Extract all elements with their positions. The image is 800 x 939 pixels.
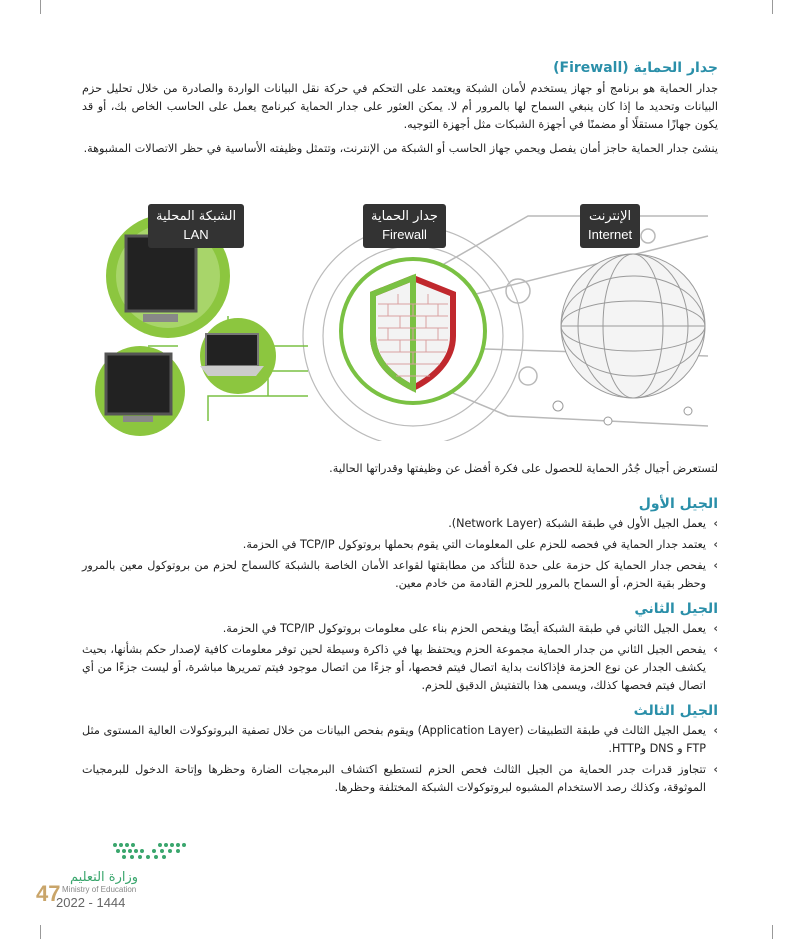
- year: 2022 - 1444: [56, 895, 126, 910]
- gen1-title: الجيل الأول: [638, 496, 718, 512]
- internet-label-ar: الإنترنت: [588, 209, 632, 224]
- gen3-list: [82, 722, 718, 797]
- firewall-label-ar: جدار الحماية: [371, 209, 438, 224]
- generations-intro: لتستعرض أجيال جُدُر الحماية للحصول على فكرة أفضل عن وظيفتها وقدراتها الحالية.: [329, 462, 718, 475]
- ministry-name-ar: وزارة التعليم: [70, 870, 139, 885]
- list-item: › يعتمد جدار الحماية في فحصه للحزم على المعلومات التي يقوم بحملها بروتوكول TCP/IP في الحزمة.: [82, 536, 718, 554]
- gen2-list: [82, 620, 718, 695]
- list-item: › يعمل الجيل الثاني في طبقة الشبكة أيضًا ويفحص الحزم بناء على معلومات بروتوكول TCP/IP في الحزمة.: [82, 620, 718, 638]
- firewall-shield: [341, 259, 485, 403]
- list-item: › يعمل الجيل الثالث في طبقة التطبيقات (Application Layer) ويقوم بفحص البيانات من خلال تصفية البروتوكولات العالية المستوى مثل FTP و DNS وHTTP.: [82, 722, 718, 758]
- list-item: › يعمل الجيل الأول في طبقة الشبكة (Network Layer).: [82, 515, 718, 533]
- gen1-list: [82, 515, 718, 593]
- generations-section: [82, 460, 718, 800]
- firewall-label-en: Firewall: [382, 227, 427, 242]
- crop-mark: [40, 925, 41, 939]
- lan-label-en: LAN: [183, 227, 209, 242]
- page-title: جدار الحماية (Firewall): [553, 60, 718, 76]
- page-number: 47: [36, 881, 61, 906]
- list-item: › يفحص جدار الحماية كل حزمة على حدة للتأكد من مطابقتها لقواعد الأمان الخاصة بالشبكة كالسماح لحزم من بروتوكول معين بالمرور وحظر بقية الحزم، أو السماح بالمرور للحزم القادمة من خادم معين.: [82, 557, 718, 593]
- lan-label-ar: الشبكة المحلية: [156, 209, 237, 224]
- internet-globe: [553, 254, 705, 425]
- intro-paragraph-2: ينشئ جدار الحماية حاجز أمان يفصل ويحمي جهاز الحاسب أو الشبكة من الإنترنت، وتتمثل وظيفته الأساسية في حظر الاتصالات المشبوهة.: [83, 142, 718, 155]
- internet-label: [580, 204, 640, 248]
- crop-mark: [772, 0, 773, 14]
- gen2-title: الجيل الثاني: [634, 601, 718, 617]
- footer: [36, 870, 139, 911]
- list-item: › تتجاوز قدرات جدر الحماية من الجيل الثالث فحص الحزم لتستطيع اكتشاف البرمجيات الضارة وحظرها وإتاحة الدخول للبرمجيات الموثوقة، وكذلك رصد الاستخدام المشبوه لبروتوكولات الشبكة المختلفة وحظرها.: [82, 761, 718, 797]
- crop-mark: [40, 0, 41, 14]
- firewall-label: [363, 204, 446, 248]
- lan-label: [148, 204, 244, 248]
- gen3-title: الجيل الثالث: [633, 703, 718, 719]
- firewall-diagram: [88, 196, 718, 441]
- list-item: › يفحص الجيل الثاني من جدار الحماية مجموعة الحزم ويحتفظ بها في ذاكرة وسيطة لحين توفر معلومات كافية لإصدار حكم بشأنها، بحيث يكشف الجدار عن نوع الحزمة فإذاكانت بداية اتصال فيتم فحصها، أو جزءًا من اتصال موجود فيتم تمريرها مباشرة، أو ليست جزءًا من أي اتصال فيتم فحصها كذلك، ويسمى هذا بالتفتيش الدقيق للحزم.: [82, 641, 718, 695]
- intro-paragraph-1: جدار الحماية هو برنامج أو جهاز يستخدم لأمان الشبكة ويعتمد على التحكم في حركة نقل البيانات الواردة والصادرة من خلال تحليل حزم البيانات وتحديد ما إذا كان ينبغي السماح لها بالمرور أم لا. يمكن العثور على جدار الحماية كبرنامج يعمل على الحاسب الخاص بك، أو قد يكون جهازًا مستقلًا أو مضمنًا في أجهزة الشبكات مثل أجهزة التوجيه.: [82, 82, 718, 131]
- crop-mark: [772, 925, 773, 939]
- ministry-logo-dots: [110, 840, 200, 862]
- internet-label-en: Internet: [588, 227, 633, 242]
- page-content: [82, 60, 718, 158]
- ministry-name-en: Ministry of Education: [62, 885, 137, 894]
